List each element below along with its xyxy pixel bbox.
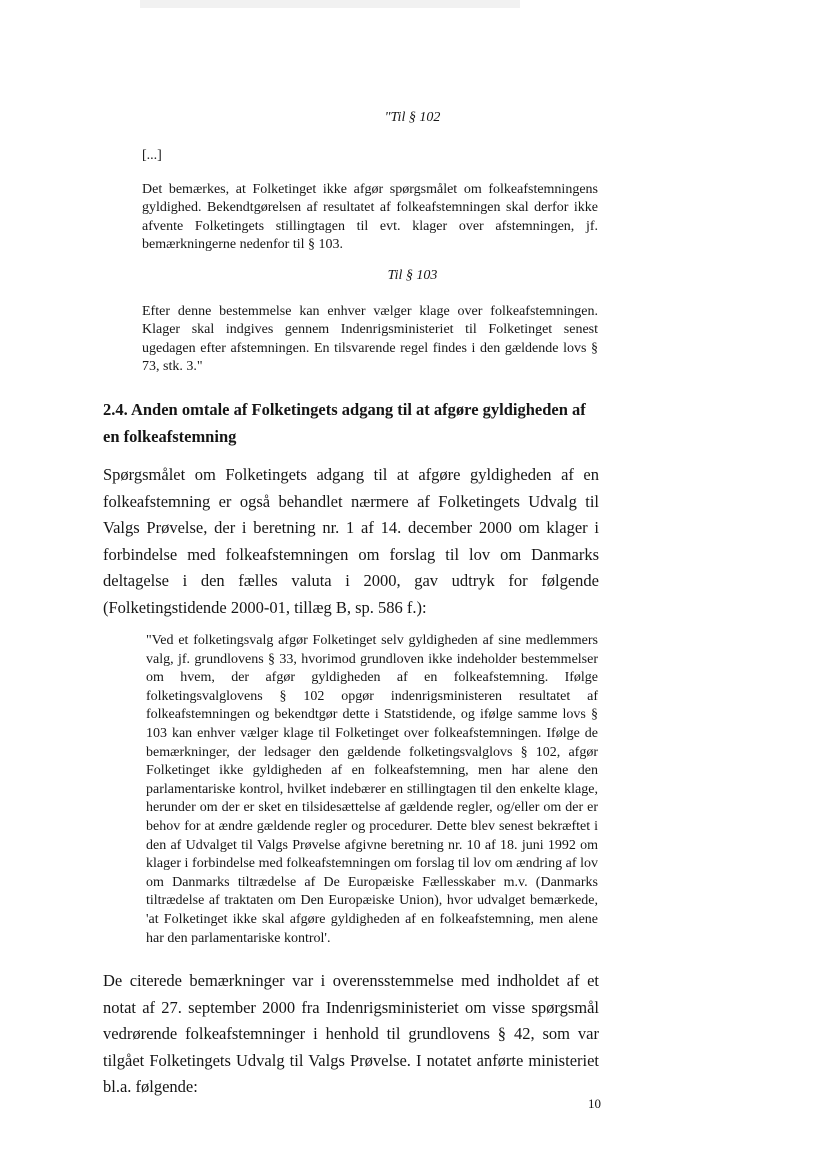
ellipsis-marker: [...]: [142, 148, 162, 163]
til-103-paragraph: Efter denne bestemmelse kan enhver vælger klage over folkeafstemningen. Klager skal indgives gennem Indenrigsministeriet til Folketinget senest ugedagen efter afstemningen. En tilsvarende regel findes i den gældende lovs § 73, stk. 3.": [142, 304, 598, 374]
block-quote: "Ved et folketingsvalg afgør Folketinget selv gyldigheden af sine medlemmers valg, jf. grundlovens § 33, hvorimod grundloven ikke indeholder bestemmelser om hvem, der afgør gyldigheden af en folkeafstemning. Ifølge folketingsvalglovens § 102 opgør indenrigsministeren resultatet af folkeafstemningen og bekendtgør dette i Statstidende, og ifølge samme lovs § 103 kan enhver vælger klage til Folketinget over folkeafstemningen. Ifølge de bemærkninger, der ledsager den gældende folketingsvalglovs § 102, afgør Folketinget ikke gyldigheden af en folkeafstemning, men har alene den parlamentariske kontrol, hvilket indebærer en stillingtagen til den enkelte klage, herunder om der er sket en tilsidesættelse af gældende regler, og/eller om der er behov for at ændre gældende regler og procedurer. Dette blev senest bekræftet i den af Udvalget til Valgs Prøvelse afgivne beretning nr. 10 af 18. juni 1992 om klager i forbindelse med folkeafstemningen om forslag til lov om ændring af lov om Danmarks tiltrædelse af De Europæiske Fællesskaber m.v. (Danmarks tiltrædelse af traktaten om Den Europæiske Union), hvor udvalget bemærkede, 'at Folketinget ikke skal afgøre gyldigheden af en folkeafstemning, men alene har den parlamentariske kontrol'.: [146, 633, 598, 946]
section-heading-2-4: 2.4. Anden omtale af Folketingets adgang til at afgøre gyldigheden af en folkeafstemning: [103, 400, 586, 446]
page-number: 10: [588, 1096, 601, 1111]
body-paragraph-2: De citerede bemærkninger var i overensstemmelse med indholdet af et notat af 27. september 2000 fra Indenrigsministeriet om visse spørgsmål vedrørende folkeafstemninger i henhold til grundlovens § 42, som var tilgået Folketingets Udvalg til Valgs Prøvelse. I notatet anførte ministeriet bl.a. følgende:: [103, 971, 599, 1097]
section-heading-til-102: "Til § 102: [384, 110, 441, 125]
til-102-paragraph: Det bemærkes, at Folketinget ikke afgør spørgsmålet om folkeafstemningens gyldighed. Bekendtgørelsen af resultatet af folkeafstemningen skal derfor ikke afvente Folketingets stillingtagen til evt. klager over afstemningen, jf. bemærkningerne nedenfor til § 103.: [142, 182, 598, 252]
scan-artifact: [0, 0, 825, 8]
body-paragraph-1: Spørgsmålet om Folketingets adgang til at afgøre gyldigheden af en folkeafstemning er også behandlet nærmere af Folketingets Udvalg til Valgs Prøvelse, der i beretning nr. 1 af 14. december 2000 om klager i forbindelse med folkeafstemningen om forslag til lov om Danmarks deltagelse i den fælles valuta i 2000, gav udtryk for følgende (Folketingstidende 2000-01, tillæg B, sp. 586 f.):: [103, 465, 599, 617]
section-heading-til-103: Til § 103: [387, 268, 438, 283]
